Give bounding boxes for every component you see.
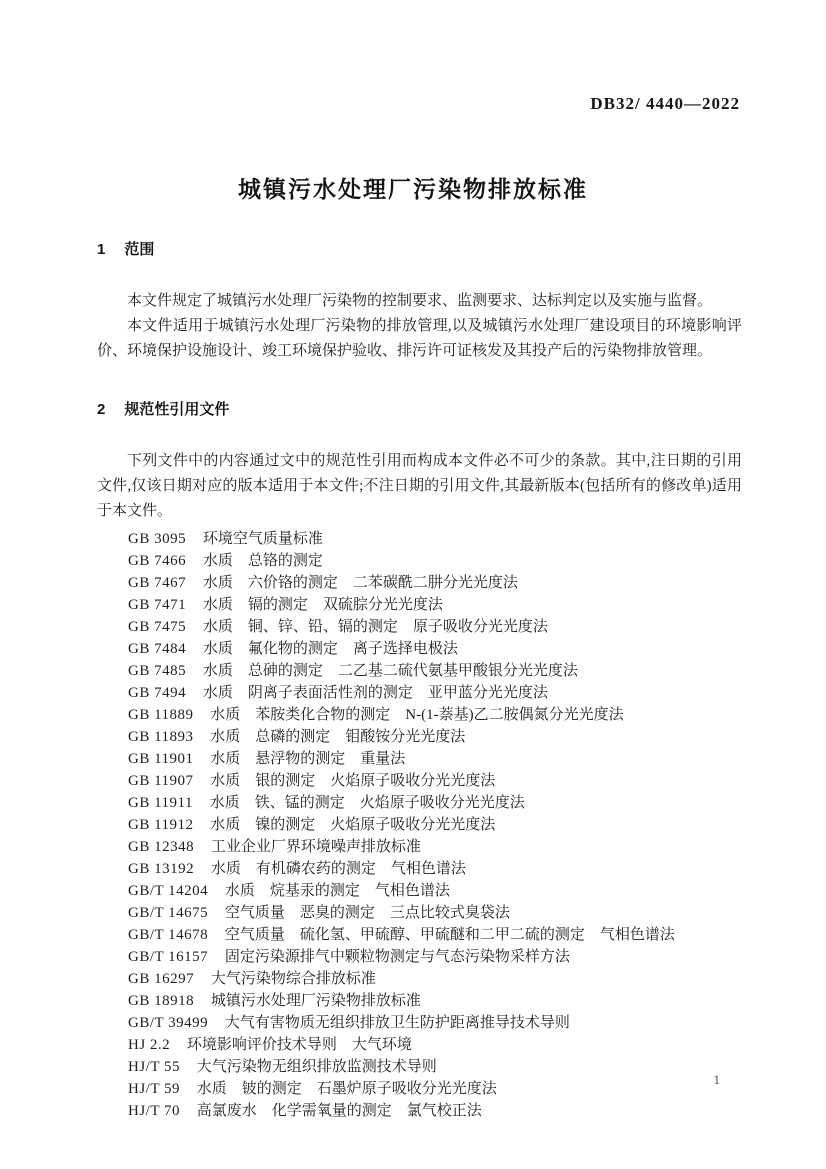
section-1-title: 范围 [124,241,155,258]
reference-title: 环境空气质量标准 [202,531,323,547]
reference-title: 水质 苯胺类化合物的测定 N-(1-萘基)乙二胺偶氮分光光度法 [210,707,624,723]
reference-code: GB/T 14204 [128,883,209,899]
reference-code: GB 7466 [128,553,187,569]
reference-item [128,1100,742,1122]
reference-title: 水质 铜、锌、铅、镉的测定 原子吸收分光光度法 [202,619,548,635]
reference-title: 空气质量 硫化氢、甲硫醇、甲硫醚和二甲二硫的测定 气相色谱法 [224,927,675,943]
reference-code: GB 11893 [128,729,194,745]
reference-code: GB/T 14675 [128,905,209,921]
reference-code: GB 7485 [128,663,187,679]
reference-title: 水质 银的测定 火焰原子吸收分光光度法 [210,773,496,789]
scope-paragraph-1: 本文件规定了城镇污水处理厂污染物的控制要求、监测要求、达标判定以及实施与监督。 [127,293,713,309]
reference-item [128,550,742,572]
reference-code: GB 7475 [128,619,187,635]
reference-title: 水质 铍的测定 石墨炉原子吸收分光光度法 [196,1081,497,1097]
reference-title: 工业企业厂界环境噪声排放标准 [210,839,421,855]
reference-item [128,638,742,660]
reference-title: 水质 镍的测定 火焰原子吸收分光光度法 [210,817,496,833]
reference-code: GB 11889 [128,707,194,723]
reference-code: GB/T 39499 [128,1015,209,1031]
reference-item [128,528,742,550]
reference-title: 水质 总砷的测定 二乙基二硫代氨基甲酸银分光光度法 [202,663,578,679]
reference-code: GB 7484 [128,641,187,657]
reference-code: GB 11907 [128,773,194,789]
reference-title: 水质 总铬的测定 [202,553,323,569]
reference-title: 水质 阴离子表面活性剂的测定 亚甲蓝分光光度法 [202,685,548,701]
reference-title: 水质 镉的测定 双硫腙分光光度法 [202,597,443,613]
reference-title: 城镇污水处理厂污染物排放标准 [210,993,421,1009]
page-number: 1 [713,1072,720,1087]
scope-paragraph-2: 本文件适用于城镇污水处理厂污染物的排放管理,以及城镇污水处理厂建设项目的环境影响评价、环境保护设施设计、竣工环境保护验收、排污许可证核发及其投产后的污染物排放管理。 [97,318,742,359]
reference-code: HJ/T 70 [128,1103,180,1119]
reference-item [128,660,742,682]
reference-code: GB/T 16157 [128,949,209,965]
reference-title: 水质 烷基汞的测定 气相色谱法 [224,883,450,899]
reference-title: 水质 总磷的测定 钼酸铵分光光度法 [210,729,466,745]
reference-item [128,836,742,858]
reference-item [128,880,742,902]
document-title: 城镇污水处理厂污染物排放标准 [238,176,588,202]
reference-item [128,594,742,616]
reference-code: GB 12348 [128,839,195,855]
reference-code: GB 16297 [128,971,195,987]
reference-item [128,858,742,880]
references-intro-paragraph: 下列文件中的内容通过文中的规范性引用而构成本文件必不可少的条款。其中,注日期的引用文件,仅该日期对应的版本适用于本文件;不注日期的引用文件,其最新版本(包括所有的修改单)适用于本文件。 [97,453,742,519]
section-1-heading [97,238,742,259]
reference-item [128,572,742,594]
reference-code: GB 11901 [128,751,194,767]
reference-item [128,1056,742,1078]
references-list [97,528,742,1122]
reference-item [128,990,742,1012]
reference-item [128,814,742,836]
reference-item [128,682,742,704]
reference-title: 水质 有机磷农药的测定 气相色谱法 [210,861,466,877]
section-2-number: 2 [97,401,106,418]
reference-code: GB 3095 [128,531,187,547]
reference-code: GB 13192 [128,861,195,877]
reference-title: 大气污染物无组织排放监测技术导则 [196,1059,437,1075]
reference-item [128,1012,742,1034]
reference-title: 环境影响评价技术导则 大气环境 [186,1037,412,1053]
reference-title: 水质 氟化物的测定 离子选择电极法 [202,641,458,657]
section-1-number: 1 [97,241,106,258]
reference-code: GB 7471 [128,597,187,613]
reference-title: 固定污染源排气中颗粒物测定与气态污染物采样方法 [224,949,570,965]
reference-code: GB/T 14678 [128,927,209,943]
reference-title: 大气污染物综合排放标准 [210,971,376,987]
reference-item [128,704,742,726]
reference-code: GB 7467 [128,575,187,591]
page-content [97,238,742,1122]
reference-code: GB 11911 [128,795,193,811]
reference-item [128,770,742,792]
reference-item [128,792,742,814]
reference-title: 大气有害物质无组织排放卫生防护距离推导技术导则 [224,1015,570,1031]
standard-code: DB32/ 4440—2022 [590,94,740,113]
reference-title: 水质 六价铬的测定 二苯碳酰二肼分光光度法 [202,575,518,591]
section-2-heading [97,398,742,419]
reference-code: GB 7494 [128,685,187,701]
reference-code: HJ/T 55 [128,1059,180,1075]
reference-item [128,726,742,748]
reference-title: 空气质量 恶臭的测定 三点比较式臭袋法 [224,905,510,921]
reference-code: HJ 2.2 [128,1037,171,1053]
reference-title: 高氯废水 化学需氧量的测定 氯气校正法 [196,1103,482,1119]
section-2-title: 规范性引用文件 [124,401,230,418]
reference-title: 水质 悬浮物的测定 重量法 [210,751,406,767]
reference-code: GB 18918 [128,993,195,1009]
reference-item [128,1078,742,1100]
reference-title: 水质 铁、锰的测定 火焰原子吸收分光光度法 [209,795,525,811]
reference-item [128,924,742,946]
reference-code: GB 11912 [128,817,194,833]
reference-item [128,968,742,990]
reference-item [128,902,742,924]
reference-item [128,616,742,638]
reference-item [128,748,742,770]
reference-code: HJ/T 59 [128,1081,180,1097]
reference-item [128,1034,742,1056]
reference-item [128,946,742,968]
